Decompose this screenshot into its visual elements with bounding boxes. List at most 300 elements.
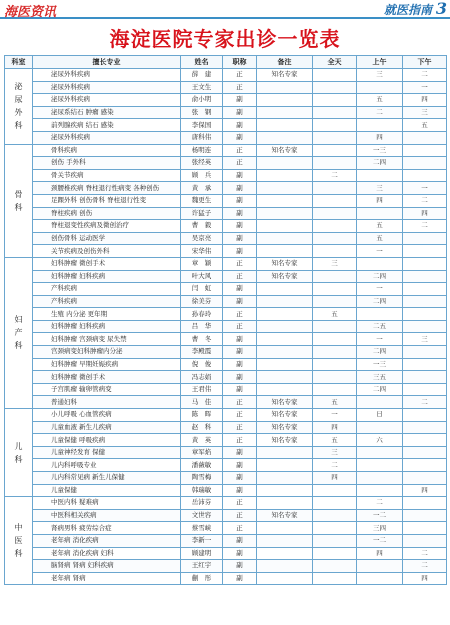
table-row bbox=[5, 207, 447, 220]
specialty-cell: 妇科肿瘤 妇科疾病 bbox=[33, 320, 181, 333]
col-header-specialty: 擅长专业 bbox=[33, 56, 181, 69]
table-row bbox=[5, 232, 447, 245]
morning-cell bbox=[357, 257, 403, 270]
note-cell bbox=[257, 295, 313, 308]
table-row bbox=[5, 522, 447, 535]
morning-cell: 三 bbox=[357, 182, 403, 195]
specialty-cell: 足踝外科 创伤骨科 脊柱退行性变 bbox=[33, 194, 181, 207]
table-row bbox=[5, 245, 447, 258]
name-cell: 吕 华 bbox=[181, 320, 223, 333]
title-cell: 副 bbox=[223, 245, 257, 258]
name-cell: 韩瑞敏 bbox=[181, 484, 223, 497]
morning-cell: 四 bbox=[357, 131, 403, 144]
title-cell: 正 bbox=[223, 144, 257, 157]
note-cell bbox=[257, 560, 313, 573]
morning-cell: 二五 bbox=[357, 320, 403, 333]
specialty-cell: 脊柱退变性疾病及微创治疗 bbox=[33, 220, 181, 233]
fullday-cell bbox=[313, 119, 357, 132]
title-cell: 正 bbox=[223, 509, 257, 522]
morning-cell: 六 bbox=[357, 434, 403, 447]
fullday-cell bbox=[313, 383, 357, 396]
specialty-cell: 儿童血液 新生儿疾病 bbox=[33, 421, 181, 434]
name-cell: 唐科伟 bbox=[181, 131, 223, 144]
name-cell: 曹 毅 bbox=[181, 220, 223, 233]
department-cell: 中 医 科 bbox=[5, 497, 33, 585]
morning-cell bbox=[357, 572, 403, 585]
afternoon-cell: 四 bbox=[403, 94, 447, 107]
table-row bbox=[5, 472, 447, 485]
morning-cell: 五 bbox=[357, 220, 403, 233]
name-cell: 许猛子 bbox=[181, 207, 223, 220]
fullday-cell: 一 bbox=[313, 409, 357, 422]
name-cell: 黄 英 bbox=[181, 434, 223, 447]
afternoon-cell bbox=[403, 497, 447, 510]
note-cell bbox=[257, 169, 313, 182]
fullday-cell bbox=[313, 144, 357, 157]
specialty-cell: 关节疾病及创伤外科 bbox=[33, 245, 181, 258]
afternoon-cell bbox=[403, 245, 447, 258]
morning-cell: 二四 bbox=[357, 295, 403, 308]
afternoon-cell: 二 bbox=[403, 560, 447, 573]
table-row bbox=[5, 144, 447, 157]
title-cell: 正 bbox=[223, 157, 257, 170]
note-cell bbox=[257, 157, 313, 170]
specialty-cell: 老年病 消化疾病 bbox=[33, 534, 181, 547]
name-cell: 俞小明 bbox=[181, 94, 223, 107]
name-cell: 蔡雪峡 bbox=[181, 522, 223, 535]
name-cell: 赵 科 bbox=[181, 421, 223, 434]
morning-cell bbox=[357, 560, 403, 573]
morning-cell bbox=[357, 472, 403, 485]
specialty-cell: 妇科肿瘤 微创手术 bbox=[33, 371, 181, 384]
name-cell: 陈 晖 bbox=[181, 409, 223, 422]
title-cell: 正 bbox=[223, 308, 257, 321]
specialty-cell: 中医内科 疑难病 bbox=[33, 497, 181, 510]
table-row bbox=[5, 182, 447, 195]
afternoon-cell bbox=[403, 257, 447, 270]
specialty-cell: 创伤骨科 运动医学 bbox=[33, 232, 181, 245]
name-cell: 蒯 彤 bbox=[181, 572, 223, 585]
note-cell bbox=[257, 245, 313, 258]
name-cell: 李新一 bbox=[181, 534, 223, 547]
page-header bbox=[0, 0, 450, 19]
title-cell: 正 bbox=[223, 320, 257, 333]
note-cell bbox=[257, 333, 313, 346]
note-cell bbox=[257, 484, 313, 497]
department-cell: 泌 尿 外 科 bbox=[5, 69, 33, 145]
morning-cell: 二 bbox=[357, 497, 403, 510]
specialty-cell: 产科疾病 bbox=[33, 283, 181, 296]
note-cell bbox=[257, 446, 313, 459]
title-cell: 正 bbox=[223, 497, 257, 510]
title-cell: 正 bbox=[223, 522, 257, 535]
fullday-cell bbox=[313, 333, 357, 346]
fullday-cell: 五 bbox=[313, 434, 357, 447]
specialty-cell: 骨关节疾病 bbox=[33, 169, 181, 182]
name-cell: 李殿霞 bbox=[181, 346, 223, 359]
afternoon-cell bbox=[403, 169, 447, 182]
specialty-cell: 泌尿外科疾病 bbox=[33, 131, 181, 144]
afternoon-cell bbox=[403, 270, 447, 283]
afternoon-cell bbox=[403, 409, 447, 422]
specialty-cell: 肾病男科 疲劳综合症 bbox=[33, 522, 181, 535]
title-cell: 副 bbox=[223, 333, 257, 346]
title-cell: 正 bbox=[223, 257, 257, 270]
morning-cell: 一 bbox=[357, 245, 403, 258]
fullday-cell: 三 bbox=[313, 446, 357, 459]
title-cell: 副 bbox=[223, 383, 257, 396]
note-cell: 知名专家 bbox=[257, 509, 313, 522]
morning-cell: 五 bbox=[357, 94, 403, 107]
schedule-table bbox=[4, 55, 447, 585]
department-cell: 儿 科 bbox=[5, 409, 33, 497]
note-cell bbox=[257, 182, 313, 195]
note-cell bbox=[257, 472, 313, 485]
specialty-cell: 宫颈病变妇科肿瘤内分泌 bbox=[33, 346, 181, 359]
name-cell: 黄 承 bbox=[181, 182, 223, 195]
title-cell: 副 bbox=[223, 194, 257, 207]
fullday-cell bbox=[313, 131, 357, 144]
table-row bbox=[5, 69, 447, 82]
name-cell: 杨明连 bbox=[181, 144, 223, 157]
afternoon-cell bbox=[403, 459, 447, 472]
note-cell bbox=[257, 94, 313, 107]
note-cell bbox=[257, 534, 313, 547]
title-cell: 副 bbox=[223, 560, 257, 573]
afternoon-cell bbox=[403, 434, 447, 447]
afternoon-cell bbox=[403, 446, 447, 459]
name-cell: 章 颖 bbox=[181, 257, 223, 270]
title-cell: 副 bbox=[223, 232, 257, 245]
table-row bbox=[5, 194, 447, 207]
morning-cell: 二四 bbox=[357, 346, 403, 359]
name-cell: 吴京亮 bbox=[181, 232, 223, 245]
note-cell bbox=[257, 194, 313, 207]
note-cell bbox=[257, 131, 313, 144]
table-row bbox=[5, 320, 447, 333]
note-cell bbox=[257, 572, 313, 585]
morning-cell bbox=[357, 421, 403, 434]
name-cell: 顾建明 bbox=[181, 547, 223, 560]
specialty-cell: 泌尿外科疾病 bbox=[33, 94, 181, 107]
morning-cell bbox=[357, 459, 403, 472]
department-cell: 妇 产 科 bbox=[5, 257, 33, 408]
afternoon-cell: 一 bbox=[403, 81, 447, 94]
afternoon-cell bbox=[403, 371, 447, 384]
note-cell bbox=[257, 497, 313, 510]
note-cell bbox=[257, 358, 313, 371]
title-cell: 副 bbox=[223, 182, 257, 195]
title-cell: 正 bbox=[223, 270, 257, 283]
fullday-cell bbox=[313, 81, 357, 94]
note-cell bbox=[257, 81, 313, 94]
note-cell bbox=[257, 459, 313, 472]
note-cell bbox=[257, 232, 313, 245]
morning-cell bbox=[357, 81, 403, 94]
specialty-cell: 骨科疾病 bbox=[33, 144, 181, 157]
table-body bbox=[5, 69, 447, 585]
afternoon-cell bbox=[403, 522, 447, 535]
morning-cell: 三 bbox=[357, 69, 403, 82]
name-cell: 李保国 bbox=[181, 119, 223, 132]
table-row bbox=[5, 421, 447, 434]
note-cell bbox=[257, 320, 313, 333]
specialty-cell: 老年病 肾病 bbox=[33, 572, 181, 585]
afternoon-cell bbox=[403, 346, 447, 359]
fullday-cell: 三 bbox=[313, 257, 357, 270]
fullday-cell: 二 bbox=[313, 459, 357, 472]
specialty-cell: 儿内科常见病 新生儿保健 bbox=[33, 472, 181, 485]
table-row bbox=[5, 509, 447, 522]
note-cell bbox=[257, 522, 313, 535]
note-cell: 知名专家 bbox=[257, 270, 313, 283]
morning-cell: 三四 bbox=[357, 522, 403, 535]
afternoon-cell bbox=[403, 308, 447, 321]
title-cell: 正 bbox=[223, 434, 257, 447]
note-cell bbox=[257, 119, 313, 132]
table-row bbox=[5, 157, 447, 170]
morning-cell bbox=[357, 207, 403, 220]
afternoon-cell bbox=[403, 232, 447, 245]
fullday-cell bbox=[313, 157, 357, 170]
name-cell: 王君伟 bbox=[181, 383, 223, 396]
afternoon-cell: 三 bbox=[403, 333, 447, 346]
afternoon-cell bbox=[403, 144, 447, 157]
table-row bbox=[5, 333, 447, 346]
note-cell: 知名专家 bbox=[257, 396, 313, 409]
fullday-cell bbox=[313, 245, 357, 258]
fullday-cell bbox=[313, 572, 357, 585]
morning-cell: 二四 bbox=[357, 157, 403, 170]
title-cell: 副 bbox=[223, 283, 257, 296]
name-cell: 顾 兵 bbox=[181, 169, 223, 182]
morning-cell: 一二 bbox=[357, 534, 403, 547]
name-cell: 潘薇敏 bbox=[181, 459, 223, 472]
note-cell bbox=[257, 220, 313, 233]
morning-cell bbox=[357, 169, 403, 182]
fullday-cell: 五 bbox=[313, 308, 357, 321]
morning-cell: 一 bbox=[357, 283, 403, 296]
specialty-cell: 前列腺疾病 结石 感染 bbox=[33, 119, 181, 132]
afternoon-cell bbox=[403, 358, 447, 371]
morning-cell: 四 bbox=[357, 194, 403, 207]
fullday-cell bbox=[313, 194, 357, 207]
table-row bbox=[5, 119, 447, 132]
specialty-cell: 老年病 消化疾病 妇科 bbox=[33, 547, 181, 560]
col-header-afternoon: 下午 bbox=[403, 56, 447, 69]
specialty-cell: 中医科相关疾病 bbox=[33, 509, 181, 522]
title-cell: 正 bbox=[223, 409, 257, 422]
afternoon-cell: 三 bbox=[403, 106, 447, 119]
table-row bbox=[5, 383, 447, 396]
morning-cell bbox=[357, 119, 403, 132]
specialty-cell: 产科疾病 bbox=[33, 295, 181, 308]
table-row bbox=[5, 572, 447, 585]
table-row bbox=[5, 497, 447, 510]
name-cell: 冯志娟 bbox=[181, 371, 223, 384]
fullday-cell bbox=[313, 69, 357, 82]
table-row bbox=[5, 220, 447, 233]
name-cell: 章军焰 bbox=[181, 446, 223, 459]
table-row bbox=[5, 446, 447, 459]
name-cell: 马 佳 bbox=[181, 396, 223, 409]
afternoon-cell: 五 bbox=[403, 119, 447, 132]
fullday-cell: 二 bbox=[313, 169, 357, 182]
name-cell: 薛 建 bbox=[181, 69, 223, 82]
afternoon-cell bbox=[403, 472, 447, 485]
morning-cell: 一三 bbox=[357, 144, 403, 157]
fullday-cell bbox=[313, 295, 357, 308]
table-row bbox=[5, 295, 447, 308]
col-header-dept: 科室 bbox=[5, 56, 33, 69]
afternoon-cell: 二 bbox=[403, 194, 447, 207]
note-cell: 知名专家 bbox=[257, 434, 313, 447]
title-cell: 正 bbox=[223, 396, 257, 409]
title-cell: 副 bbox=[223, 295, 257, 308]
fullday-cell bbox=[313, 346, 357, 359]
col-header-fullday: 全天 bbox=[313, 56, 357, 69]
specialty-cell: 生殖 内分泌 更年期 bbox=[33, 308, 181, 321]
specialty-cell: 脑肾病 肾病 妇科疾病 bbox=[33, 560, 181, 573]
table-row bbox=[5, 270, 447, 283]
col-header-title: 职称 bbox=[223, 56, 257, 69]
note-cell: 知名专家 bbox=[257, 409, 313, 422]
name-cell: 王文生 bbox=[181, 81, 223, 94]
department-cell: 骨 科 bbox=[5, 144, 33, 257]
fullday-cell bbox=[313, 522, 357, 535]
title-cell: 副 bbox=[223, 371, 257, 384]
fullday-cell bbox=[313, 509, 357, 522]
title-cell: 副 bbox=[223, 547, 257, 560]
morning-cell: 一二 bbox=[357, 509, 403, 522]
fullday-cell bbox=[313, 371, 357, 384]
afternoon-cell bbox=[403, 320, 447, 333]
morning-cell: 日 bbox=[357, 409, 403, 422]
fullday-cell bbox=[313, 497, 357, 510]
fullday-cell bbox=[313, 106, 357, 119]
specialty-cell: 子宫肌瘤 输卵管病变 bbox=[33, 383, 181, 396]
morning-cell bbox=[357, 484, 403, 497]
table-row bbox=[5, 560, 447, 573]
table-row bbox=[5, 81, 447, 94]
title-cell: 副 bbox=[223, 106, 257, 119]
morning-cell: 一三 bbox=[357, 358, 403, 371]
morning-cell: 三五 bbox=[357, 371, 403, 384]
afternoon-cell bbox=[403, 295, 447, 308]
morning-cell bbox=[357, 308, 403, 321]
col-header-note: 备注 bbox=[257, 56, 313, 69]
fullday-cell bbox=[313, 320, 357, 333]
specialty-cell: 脊柱疾病 创伤 bbox=[33, 207, 181, 220]
specialty-cell: 妇科肿瘤 微创手术 bbox=[33, 257, 181, 270]
table-row bbox=[5, 257, 447, 270]
specialty-cell: 泌尿外科疾病 bbox=[33, 69, 181, 82]
table-row bbox=[5, 484, 447, 497]
morning-cell bbox=[357, 446, 403, 459]
fullday-cell bbox=[313, 358, 357, 371]
note-cell bbox=[257, 283, 313, 296]
table-row bbox=[5, 94, 447, 107]
title-cell: 副 bbox=[223, 131, 257, 144]
fullday-cell bbox=[313, 547, 357, 560]
column-label: 就医指南 bbox=[383, 3, 432, 17]
title-cell: 副 bbox=[223, 220, 257, 233]
table-row bbox=[5, 308, 447, 321]
title-cell: 副 bbox=[223, 446, 257, 459]
section-label: 海医资讯 bbox=[4, 5, 57, 20]
table-header-row bbox=[5, 56, 447, 69]
afternoon-cell bbox=[403, 421, 447, 434]
specialty-cell: 泌尿外科疾病 bbox=[33, 81, 181, 94]
fullday-cell bbox=[313, 94, 357, 107]
fullday-cell bbox=[313, 207, 357, 220]
afternoon-cell: 二 bbox=[403, 220, 447, 233]
name-cell: 闫 虹 bbox=[181, 283, 223, 296]
name-cell: 王红宇 bbox=[181, 560, 223, 573]
specialty-cell: 儿童保健 bbox=[33, 484, 181, 497]
morning-cell: 二四 bbox=[357, 383, 403, 396]
title-cell: 副 bbox=[223, 472, 257, 485]
name-cell: 曹 冬 bbox=[181, 333, 223, 346]
afternoon-cell: 二 bbox=[403, 396, 447, 409]
name-cell: 岳沛芬 bbox=[181, 497, 223, 510]
name-cell: 叶大风 bbox=[181, 270, 223, 283]
table-row bbox=[5, 131, 447, 144]
afternoon-cell: 四 bbox=[403, 207, 447, 220]
note-cell bbox=[257, 547, 313, 560]
table-row bbox=[5, 106, 447, 119]
specialty-cell: 儿内科呼吸专业 bbox=[33, 459, 181, 472]
specialty-cell: 泌尿系结石 肿瘤 感染 bbox=[33, 106, 181, 119]
title-cell: 副 bbox=[223, 346, 257, 359]
title-cell: 副 bbox=[223, 358, 257, 371]
specialty-cell: 妇科肿瘤 妇科疾病 bbox=[33, 270, 181, 283]
specialty-cell: 颈腰椎疾病 脊柱退行性病变 各种创伤 bbox=[33, 182, 181, 195]
specialty-cell: 创伤 手外科 bbox=[33, 157, 181, 170]
title-cell: 正 bbox=[223, 81, 257, 94]
name-cell: 陶雪梅 bbox=[181, 472, 223, 485]
table-row bbox=[5, 534, 447, 547]
title-cell: 副 bbox=[223, 484, 257, 497]
note-cell: 知名专家 bbox=[257, 421, 313, 434]
name-cell: 张 钢 bbox=[181, 106, 223, 119]
note-cell: 知名专家 bbox=[257, 257, 313, 270]
name-cell: 孙春玲 bbox=[181, 308, 223, 321]
title-cell: 正 bbox=[223, 69, 257, 82]
afternoon-cell bbox=[403, 157, 447, 170]
specialty-cell: 妇科肿瘤 早期妊娠疾病 bbox=[33, 358, 181, 371]
fullday-cell bbox=[313, 270, 357, 283]
afternoon-cell: 二 bbox=[403, 69, 447, 82]
afternoon-cell: 二 bbox=[403, 547, 447, 560]
afternoon-cell bbox=[403, 131, 447, 144]
note-cell: 知名专家 bbox=[257, 69, 313, 82]
table-row bbox=[5, 283, 447, 296]
fullday-cell bbox=[313, 283, 357, 296]
name-cell: 宋华伟 bbox=[181, 245, 223, 258]
fullday-cell bbox=[313, 220, 357, 233]
table-row bbox=[5, 169, 447, 182]
fullday-cell bbox=[313, 534, 357, 547]
morning-cell: 五 bbox=[357, 232, 403, 245]
table-row bbox=[5, 396, 447, 409]
name-cell: 徐美芬 bbox=[181, 295, 223, 308]
morning-cell: 二 bbox=[357, 106, 403, 119]
note-cell bbox=[257, 383, 313, 396]
page-title: 海淀医院专家出诊一览表 bbox=[109, 27, 341, 51]
note-cell bbox=[257, 106, 313, 119]
name-cell: 张经英 bbox=[181, 157, 223, 170]
